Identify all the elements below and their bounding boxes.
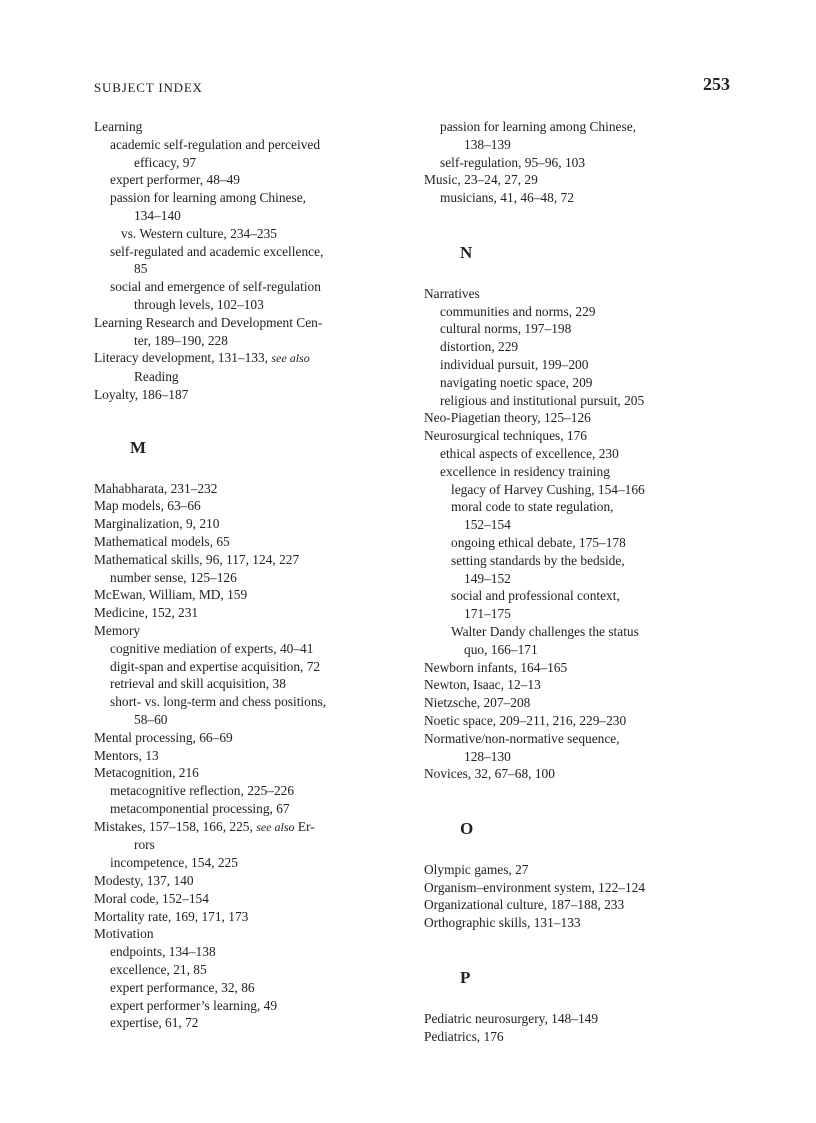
index-continuation: quo, 166–171 xyxy=(464,641,538,657)
index-entry: Loyalty, 186–187 xyxy=(94,386,189,402)
index-continuation: 58–60 xyxy=(134,711,168,727)
index-subsubentry: social and professional context, xyxy=(451,588,620,604)
index-subentry: academic self-regulation and perceived xyxy=(110,136,321,152)
see-also-ref: see also xyxy=(256,819,295,834)
index-entry: Mental processing, 66–69 xyxy=(94,729,233,745)
index-entry: Pediatrics, 176 xyxy=(424,1028,504,1044)
index-entry: Marginalization, 9, 210 xyxy=(94,516,220,532)
index-subentry: expert performer’s learning, 49 xyxy=(110,997,278,1013)
index-entry: Modesty, 137, 140 xyxy=(94,873,194,889)
see-also-ref: see also xyxy=(271,351,310,366)
index-subentry: navigating noetic space, 209 xyxy=(440,374,593,390)
index-entry: Neo-Piagetian theory, 125–126 xyxy=(424,410,591,426)
index-entry: Metacognition, 216 xyxy=(94,765,199,781)
index-entry: Mahabharata, 231–232 xyxy=(94,480,218,496)
index-entry: Music, 23–24, 27, 29 xyxy=(424,172,538,188)
index-entry xyxy=(94,818,394,837)
page-number: 253 xyxy=(703,74,730,94)
section-letter-o: O xyxy=(460,819,474,839)
index-subentry: expertise, 61, 72 xyxy=(110,1015,199,1031)
index-continuation: rors xyxy=(134,837,155,853)
index-subentry: number sense, 125–126 xyxy=(110,569,237,585)
index-subsubentry: setting standards by the bedside, xyxy=(451,552,625,568)
index-subentry: expert performance, 32, 86 xyxy=(110,979,255,995)
entry-text: Literacy development, 131–133, xyxy=(94,350,269,366)
index-subentry: metacognitive reflection, 225–226 xyxy=(110,783,295,799)
index-subentry: religious and institutional pursuit, 205 xyxy=(440,392,645,408)
index-entry: Mentors, 13 xyxy=(94,747,159,763)
index-entry: Moral code, 152–154 xyxy=(94,890,209,906)
index-entry: Motivation xyxy=(94,926,154,942)
index-subentry: endpoints, 134–138 xyxy=(110,944,216,960)
index-subentry: excellence in residency training xyxy=(440,463,610,479)
index-subentry: communities and norms, 229 xyxy=(440,303,596,319)
index-entry: Learning Research and Development Cen- xyxy=(94,314,323,330)
index-entry: Medicine, 152, 231 xyxy=(94,605,199,621)
index-subentry: metacomponential processing, 67 xyxy=(110,800,290,816)
index-subentry: self-regulation, 95–96, 103 xyxy=(440,154,586,170)
section-letter-p: P xyxy=(460,968,471,988)
index-entry: Learning xyxy=(94,119,143,134)
index-subsubentry: vs. Western culture, 234–235 xyxy=(121,225,277,241)
index-continuation: 152–154 xyxy=(464,517,511,533)
index-continuation: 128–130 xyxy=(464,748,511,764)
index-subentry: self-regulated and academic excellence, xyxy=(110,243,324,259)
index-entry: Normative/non-normative sequence, xyxy=(424,730,620,746)
entry-text: Er- xyxy=(297,818,315,834)
index-subentry: cognitive mediation of experts, 40–41 xyxy=(110,640,314,656)
index-continuation: 134–140 xyxy=(134,207,181,223)
index-subsubentry: Walter Dandy challenges the status xyxy=(451,623,639,639)
index-subentry: incompetence, 154, 225 xyxy=(110,855,238,871)
index-entry: Mathematical skills, 96, 117, 124, 227 xyxy=(94,551,300,567)
index-continuation: through levels, 102–103 xyxy=(134,296,264,312)
index-entry: Orthographic skills, 131–133 xyxy=(424,915,581,931)
index-continuation: ter, 189–190, 228 xyxy=(134,332,228,348)
index-continuation: Reading xyxy=(134,369,179,385)
index-subsubentry: ongoing ethical debate, 175–178 xyxy=(451,534,626,550)
running-header-title: SUBJECT INDEX xyxy=(94,80,203,95)
index-entry: Nietzsche, 207–208 xyxy=(424,695,531,711)
index-subentry: retrieval and skill acquisition, 38 xyxy=(110,676,286,692)
section-letter-m: M xyxy=(130,437,147,457)
index-subentry: individual pursuit, 199–200 xyxy=(440,356,589,372)
index-subentry: musicians, 41, 46–48, 72 xyxy=(440,190,574,206)
section-letter-n: N xyxy=(460,242,473,262)
index-subentry: social and emergence of self-regulation xyxy=(110,279,321,295)
index-continuation: 85 xyxy=(134,261,148,277)
index-entry: Olympic games, 27 xyxy=(424,861,529,877)
index-subsubentry: legacy of Harvey Cushing, 154–166 xyxy=(451,481,645,497)
index-entry: Narratives xyxy=(424,285,480,301)
index-column-left xyxy=(94,118,394,1032)
index-subentry: short- vs. long-term and chess positions, xyxy=(110,694,327,710)
index-entry: Neurosurgical techniques, 176 xyxy=(424,428,588,444)
index-subentry: distortion, 229 xyxy=(440,339,519,355)
index-entry: Noetic space, 209–211, 216, 229–230 xyxy=(424,712,627,728)
index-entry: Organizational culture, 187–188, 233 xyxy=(424,897,625,913)
index-entry: Newton, Isaac, 12–13 xyxy=(424,677,541,693)
index-continuation: efficacy, 97 xyxy=(134,154,197,170)
index-continuation: 171–175 xyxy=(464,606,511,622)
index-subentry: passion for learning among Chinese, xyxy=(440,119,636,134)
index-subentry: excellence, 21, 85 xyxy=(110,962,207,978)
index-entry: Newborn infants, 164–165 xyxy=(424,659,568,675)
index-subentry: digit-span and expertise acquisition, 72 xyxy=(110,658,321,674)
index-column-right xyxy=(424,118,736,1045)
index-entry: Novices, 32, 67–68, 100 xyxy=(424,766,555,782)
index-entry: Pediatric neurosurgery, 148–149 xyxy=(424,1010,599,1026)
index-entry: Memory xyxy=(94,622,141,638)
index-entry xyxy=(94,349,394,368)
index-entry: Mathematical models, 65 xyxy=(94,533,230,549)
index-subentry: ethical aspects of excellence, 230 xyxy=(440,445,619,461)
index-subentry: cultural norms, 197–198 xyxy=(440,321,572,337)
index-subentry: expert performer, 48–49 xyxy=(110,172,240,188)
index-entry: Mortality rate, 169, 171, 173 xyxy=(94,908,249,924)
index-subsubentry: moral code to state regulation, xyxy=(451,499,614,515)
index-entry: Organism–environment system, 122–124 xyxy=(424,879,646,895)
index-continuation: 149–152 xyxy=(464,570,511,586)
entry-text: Mistakes, 157–158, 166, 225, xyxy=(94,818,253,834)
index-subentry: passion for learning among Chinese, xyxy=(110,190,306,206)
index-entry: McEwan, William, MD, 159 xyxy=(94,587,248,603)
index-continuation: 138–139 xyxy=(464,136,511,152)
index-entry: Map models, 63–66 xyxy=(94,498,201,514)
